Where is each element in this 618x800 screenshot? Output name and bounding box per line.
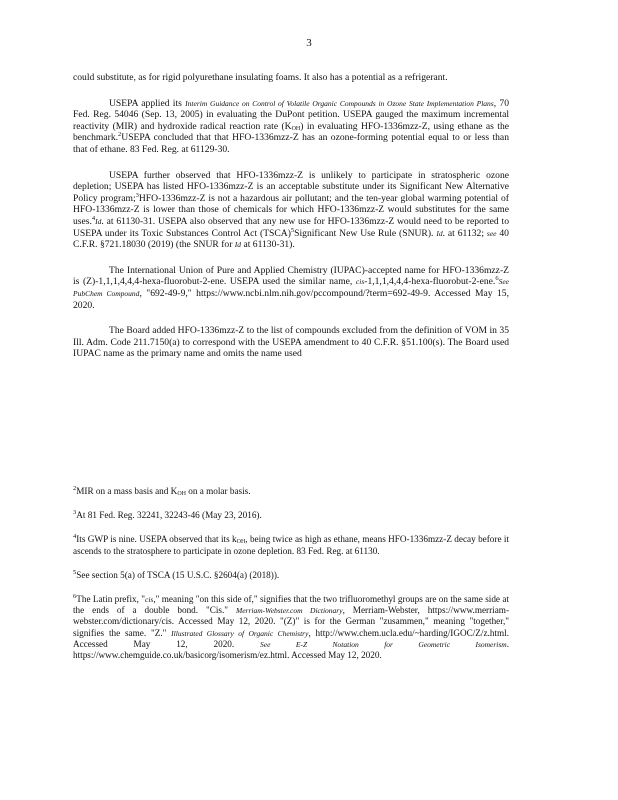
- footnote-ref: 3: [135, 191, 139, 199]
- footnote-text: MIR on a mass basis and K: [76, 486, 178, 496]
- footnote-ref: 2: [118, 131, 122, 139]
- paragraph-text: could substitute, as for rigid polyurethane insulating foams. It also has a potential as a refrigerant.: [73, 72, 448, 83]
- paragraph-text: USEPA concluded that that HFO-1336mzz-Z has an ozone-forming potential equal to or less than that of ethane. 83 Fed. Reg. at 61129-30.: [73, 132, 509, 155]
- footnote-4: [73, 534, 509, 556]
- footnote-text: , Merriam-Webster, https://www.merriam-webster.com/dictionary/cis. Accessed May 12, 2020. "(Z)" is for the German "zusammen," meaning "together," signifies the same. "Z.": [73, 605, 510, 638]
- footnote-number: 5: [73, 568, 77, 576]
- subscript: OH: [177, 491, 186, 497]
- footnote-3: [73, 510, 509, 521]
- citation-source: Merriam-Webster.com Dictionary: [235, 606, 343, 616]
- citation-source: See E-Z Notation for Geometric Isomerism: [260, 639, 507, 649]
- footnotes: [73, 486, 509, 674]
- latin-term: cis: [145, 595, 154, 605]
- paragraph-text: 40 C.F.R. §721.18030 (2019) (the SNUR for: [73, 227, 509, 251]
- paragraph-text: ) in evaluating HFO-1336mzz-Z, using ethane as the benchmark.: [73, 120, 509, 144]
- paragraph-text: Significant New Use Rule (SNUR).: [294, 227, 434, 239]
- page-number: 3: [306, 37, 312, 49]
- footnote-6: [73, 594, 509, 661]
- footnote-text: . https://www.chemguide.co.uk/basicorg/isomerism/ez.html. Accessed May 12, 2020.: [73, 638, 509, 661]
- paragraph-text: at 61130-31).: [241, 239, 295, 251]
- footnote-text: Its GWP is nine. USEPA observed that its k: [76, 534, 237, 545]
- paragraph-1: [73, 72, 509, 84]
- paragraph-2: [73, 98, 509, 156]
- footnote-number: 4: [73, 533, 77, 541]
- paragraph-text: , "692-49-9," https://www.ncbi.nlm.nih.gov/pccompound/?term=692-49-9. Accessed May 15, 2020.: [73, 287, 509, 311]
- footnote-2: [73, 486, 509, 497]
- paragraph-text: USEPA further observed that HFO-1336mzz-Z is unlikely to participate in stratospheric ozone depletion; USEPA has listed HFO-1336mzz-Z is an acceptable substitute under its Significant New Alternative Policy program;: [73, 169, 509, 204]
- paragraph-text: The International Union of Pure and Applied Chemistry (IUPAC)-accepted name for HFO-1336mzz-Z is (Z)-1,1,1,4,4,4-hexa-fluorobut-2-ene. USEPA used the similar name,: [73, 264, 509, 288]
- paragraph-text: The Board added HFO-1336mzz-Z to the list of compounds excluded from the definition of VOM in 35 Ill. Adm. Code 211.7150(a) to correspond with the USEPA amendment to 40 C.F.R. §51.100(s). The Board used IUPAC name as the primary name and omits the name used: [73, 325, 509, 360]
- citation-signal: see: [486, 228, 497, 238]
- citation-source: Illustrated Glossary of Organic Chemistry: [171, 628, 309, 638]
- paragraph-text: . at 61132;: [442, 227, 487, 239]
- subscript: OH: [291, 125, 301, 132]
- latin-term: cis: [355, 277, 365, 287]
- subscript: OH: [236, 539, 246, 546]
- footnote-text: , being twice as high as ethane, means HFO-1336mzz-Z decay before it ascends to the stratosphere to participate in ozone depletion. 83 Fed. Reg. at 61130.: [73, 534, 509, 556]
- body-text: [73, 72, 509, 374]
- footnote-number: 6: [73, 593, 77, 601]
- footnote-number: 3: [73, 509, 77, 517]
- paragraph-5: [73, 325, 509, 360]
- footnote-number: 2: [73, 485, 77, 492]
- publication-title: Interim Guidance on Control of Volatile Organic Compounds in Ozone State Implementation Plans: [185, 98, 494, 108]
- footnote-text: At 81 Fed. Reg. 32241, 32243-46 (May 23, 2016).: [76, 510, 262, 521]
- footnote-ref: 4: [91, 214, 96, 222]
- paragraph-text: . at 61130-31. USEPA also observed that any new use for HFO-1336mzz-Z would need to be reported to USEPA under its Toxic Substances Control Act (TSCA): [73, 215, 509, 239]
- footnote-text: See section 5(a) of TSCA (15 U.S.C. §2604(a) (2018)).: [76, 569, 280, 580]
- footnote-text: on a molar basis.: [185, 486, 251, 496]
- footnote-ref: 5: [290, 226, 295, 234]
- paragraph-4: [73, 265, 509, 311]
- footnote-text: ," meaning "on this side of," signifies that the two trifluoromethyl groups are on the same side at the ends of a double bond. "Cis.": [73, 594, 509, 616]
- paragraph-text: , 70 Fed. Reg. 54046 (Sep. 13, 2005) in evaluating the DuPont petition. USEPA gauged the maximum incremental reactivity (MIR) and hydroxide radical reaction rate (K: [73, 97, 509, 132]
- footnote-text: The Latin prefix, ": [76, 594, 146, 605]
- paragraph-3: [73, 170, 509, 251]
- paragraph-text: USEPA applied its: [109, 97, 186, 109]
- footnote-text: , http://www.chem.ucla.edu/~harding/IGOC/Z/z.html. Accessed May 12, 2020.: [73, 627, 509, 649]
- citation-id: Id: [234, 240, 242, 250]
- footnote-5: [73, 570, 509, 581]
- paragraph-text: HFO-1336mzz-Z is not a hazardous air pollutant; and the ten-year global warming potential of HFO-1336mzz-Z is lower than those of chemicals for which HFO-1336mzz-Z would substitutes for the same uses.: [73, 192, 509, 227]
- citation-id: Id: [95, 216, 102, 226]
- citation-id: Id: [436, 228, 443, 238]
- citation-source: See PubChem Compound: [73, 277, 509, 298]
- paragraph-text: -1,1,1,4,4,4-hexa-fluorobut-2-ene.: [364, 276, 496, 288]
- footnote-ref: 6: [495, 275, 499, 283]
